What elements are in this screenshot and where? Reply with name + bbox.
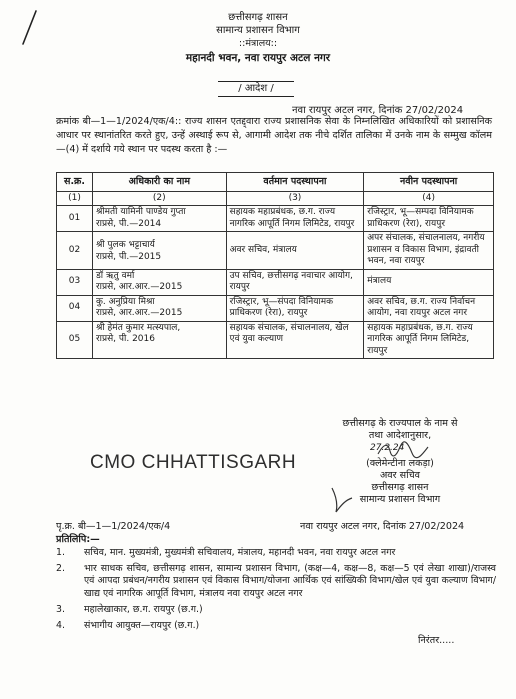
col-number: (3) <box>226 191 364 206</box>
row-sno: 02 <box>57 232 93 270</box>
row-new-posting: अपर संचालक, संचालनालय, नगरीय प्रशासन व विकास विभाग, इंद्रावती भवन, नवा रायपुर <box>364 232 494 270</box>
table-row <box>57 232 494 270</box>
copies-list <box>56 547 496 636</box>
signature-date-handwritten: 27.2.24 <box>370 443 405 453</box>
row-new-posting: अवर सचिव, छ.ग. राज्य निर्वाचन आयोग, नवा रायपुर अटल नगर <box>364 295 494 321</box>
header-department: सामान्य प्रशासन विभाग <box>216 25 300 36</box>
signatory-department: सामान्य प्रशासन विभाग <box>359 494 441 505</box>
list-item-number: 1. <box>56 547 65 558</box>
officer-service: राप्रसे, पी.—2015 <box>95 251 162 262</box>
row-new-posting: मंत्रालय <box>364 269 494 295</box>
row-officer <box>92 232 226 270</box>
row-current-posting: सहायक संचालक, संचालनालय, खेल एवं युवा कल्याण <box>226 321 364 359</box>
table-row <box>57 321 494 359</box>
table-row <box>57 206 494 232</box>
row-officer <box>92 206 226 232</box>
table-row <box>57 295 494 321</box>
signature-line-order: तथा आदेशानुसार, <box>368 430 432 441</box>
officer-name: श्रीमती यामिनी पाण्डेय गुप्ता <box>95 207 186 217</box>
list-item-number: 3. <box>56 603 65 615</box>
header-address: महानदी भवन, नवा रायपुर अटल नगर <box>185 52 331 64</box>
col-number: (1) <box>57 191 93 206</box>
list-item-text: सचिव, मान. मुख्यमंत्री, मुख्यमंत्री सचिवालय, मंत्रालय, महानदी भवन, नवा रायपुर अटल नगर <box>84 547 396 558</box>
officer-service: राप्रसे, पी.—2014 <box>95 218 162 229</box>
row-current-posting: रजिस्ट्रार, भू—संपदा विनियामक प्राधिकरण (रेरा), रायपुर <box>226 295 364 321</box>
row-sno: 03 <box>57 269 93 295</box>
order-place-date: नवा रायपुर अटल नगर, दिनांक 27/02/2024 <box>292 105 464 116</box>
header-secretariat: ::मंत्रालय:: <box>238 38 278 49</box>
table-row <box>57 269 494 295</box>
list-item <box>56 620 496 632</box>
order-paragraph-text: क्रमांक बी—1—1/2024/एक/4:: राज्य शासन एतद्द्वारा राज्य प्रशासनिक सेवा के निम्नलिखित अधिकारियों को प्रशासनिक आधार पर स्थानांतरित करते हुए, उन्हें अस्थाई रूप से, आगामी आदेश तक नीचे दर्शित तालिका में उनके नाम के सम्मुख कॉलम—(4) में दर्शाये गये स्थान पर पदस्थ करता है :— <box>56 116 492 155</box>
row-sno: 05 <box>57 321 93 359</box>
watermark: CMO CHHATTISGARH <box>90 452 297 473</box>
row-officer <box>92 295 226 321</box>
order-title: / आदेश / <box>218 81 294 97</box>
col-number: (2) <box>92 191 226 206</box>
initial-mark <box>326 484 356 514</box>
continued-marker: निरंतर..... <box>418 635 455 646</box>
row-current-posting: उप सचिव, छत्तीसगढ़ नवाचार आयोग, रायपुर <box>226 269 364 295</box>
officer-service: राप्रसे, आर.आर.—2015 <box>95 282 183 292</box>
table-colnum-row <box>57 191 494 206</box>
officer-name: श्री हेमंत कुमार मत्स्यपाल, <box>95 322 181 333</box>
signatory-designation: अवर सचिव <box>379 470 421 481</box>
row-new-posting: सहायक महाप्रबंधक, छ.ग. राज्य नागरिक आपूर्ति निगम लिमिटेड, रायपुर <box>364 321 494 359</box>
list-item-text: भार साधक सचिव, छत्तीसगढ़ शासन, सामान्य प्रशासन विभाग, (कक्ष—4, कक्ष—8, कक्ष—5 एवं लेखा शाखा)/राजस्व एवं आपदा प्रबंधन/नगरीय प्रशासन एवं विकास विभाग/योजना आर्थिक एवं सांख्यिकी विभाग/खेल एवं युवा कल्याण विभाग/खाद्य एवं नागरिक आपूर्ति विभाग, मंत्रालय नवा रायपुर अटल नगर <box>84 563 496 599</box>
officer-name: कु. अनुप्रिया मिश्रा <box>95 296 155 307</box>
order-paragraph <box>56 115 492 157</box>
header-government: छत्तीसगढ़ शासन <box>228 12 288 23</box>
row-current-posting: सहायक महाप्रबंधक, छ.ग. राज्य नागरिक आपूर्ति निगम लिमिटेड, रायपुर <box>226 206 364 232</box>
col-header-sno: स.क्र. <box>57 173 93 192</box>
signature-line-governor: छत्तीसगढ़ के राज्यपाल के नाम से <box>342 418 458 429</box>
signatory-government: छत्तीसगढ़ शासन <box>371 482 429 493</box>
list-item <box>56 547 496 559</box>
col-header-new-posting: नवीन पदस्थापना <box>364 173 494 192</box>
signatory-name: (क्लेमेन्टीना लकड़ा) <box>366 458 434 469</box>
list-item <box>56 563 496 600</box>
officer-name: डॉ ऋतु वर्मा <box>95 270 135 281</box>
copies-heading: प्रतिलिपि:— <box>56 534 100 545</box>
transfer-table <box>56 172 494 359</box>
row-new-posting: रजिस्ट्रार, भू—सम्पदा विनियामक प्राधिकरण (रेरा), रायपुर <box>364 206 494 232</box>
endorsement-number: पृ.क्र. बी—1—1/2024/एक/4 <box>56 521 171 532</box>
row-sno: 01 <box>57 206 93 232</box>
list-item-number: 4. <box>56 620 65 632</box>
endorsement-place-date: नवा रायपुर अटल नगर, दिनांक 27/02/2024 <box>300 521 465 532</box>
row-sno: 04 <box>57 295 93 321</box>
list-item-text: संभागीय आयुक्त—रायपुर (छ.ग.) <box>84 620 200 632</box>
row-officer <box>92 269 226 295</box>
list-item-text: महालेखाकार, छ.ग. रायपुर (छ.ग.) <box>84 603 203 615</box>
officer-name: श्री पुलक भट्टाचार्य <box>95 240 155 250</box>
list-item <box>56 604 496 616</box>
list-item-number: 2. <box>56 563 65 575</box>
col-header-officer: अधिकारी का नाम <box>92 173 226 192</box>
officer-service: राप्रसे, पी. 2016 <box>95 334 155 344</box>
row-current-posting: अवर सचिव, मंत्रालय <box>226 232 364 270</box>
col-number: (4) <box>364 191 494 206</box>
row-officer <box>92 321 226 359</box>
officer-service: राप्रसे, आर.आर.—2015 <box>95 308 183 318</box>
handwritten-signature <box>376 441 446 459</box>
table-header-row <box>57 173 494 192</box>
col-header-current-posting: वर्तमान पदस्थापना <box>226 173 364 192</box>
